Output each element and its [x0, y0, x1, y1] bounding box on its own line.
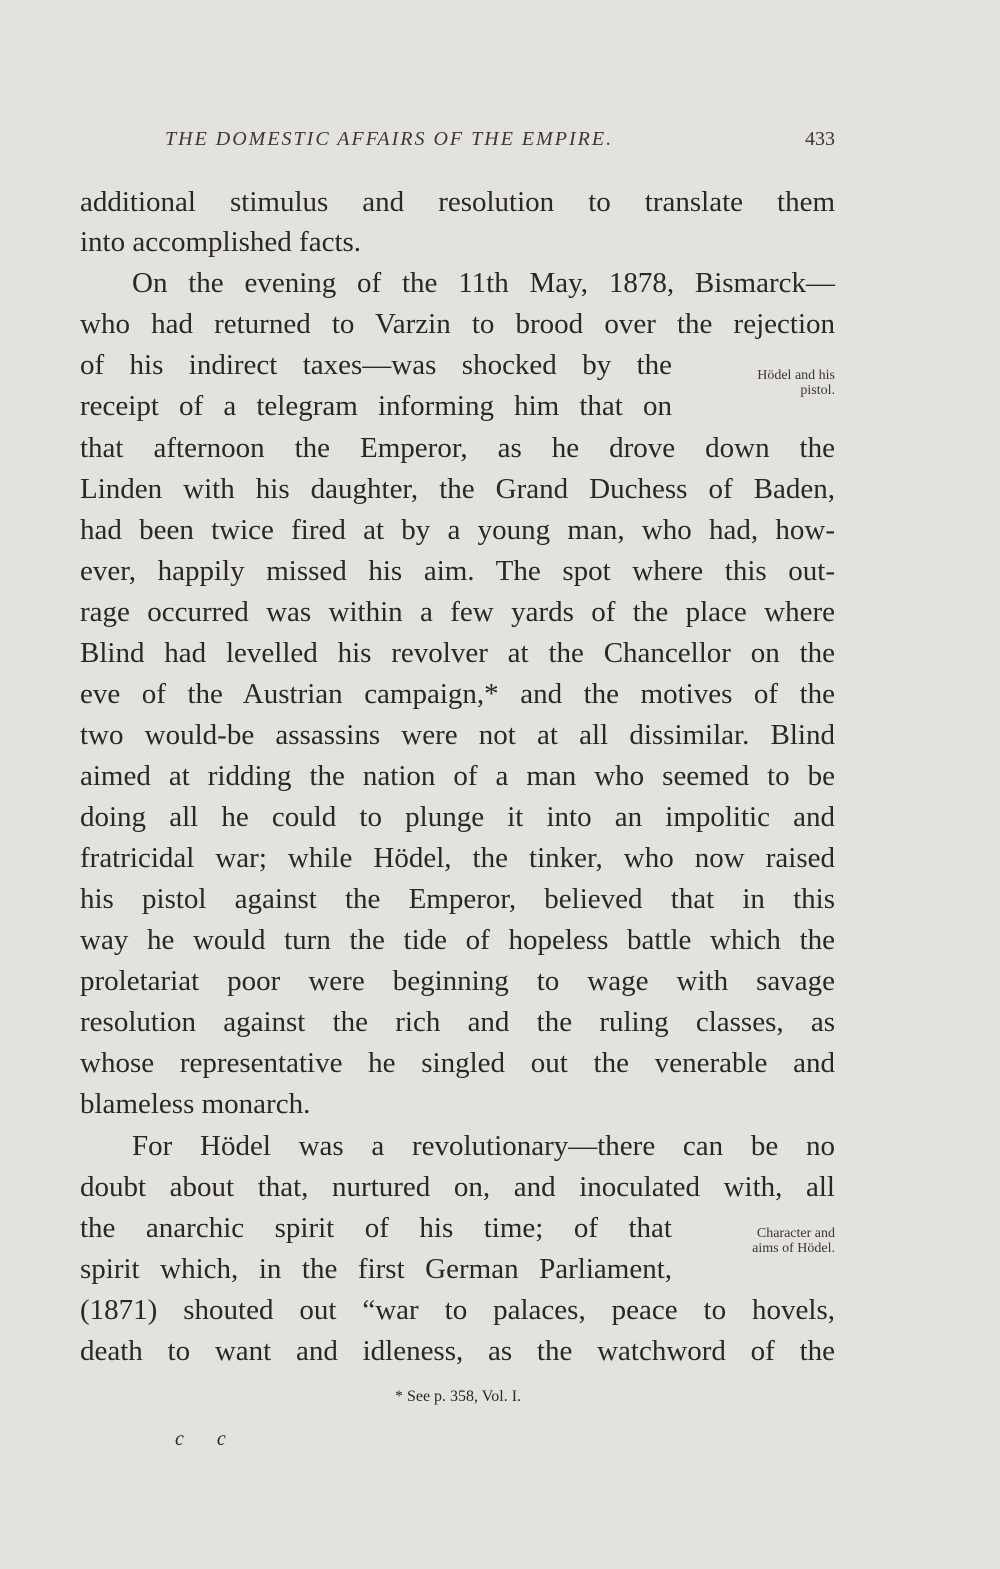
text-line: death to want and idleness, as the watchword of the [80, 1335, 835, 1367]
text-line: doubt about that, nurtured on, and inoculated with, all [80, 1171, 835, 1203]
text-line: For Hödel was a revolutionary—there can be no [132, 1130, 835, 1162]
marginal-note-line: Character and [756, 1226, 835, 1241]
text-line: whose representative he singled out the venerable and [80, 1047, 835, 1079]
marginal-note [690, 368, 835, 398]
marginal-note [690, 1226, 835, 1256]
text-line: Linden with his daughter, the Grand Duchess of Baden, [80, 473, 835, 505]
text-line: blameless monarch. [80, 1088, 311, 1120]
text-line: doing all he could to plunge it into an impolitic and [80, 801, 835, 833]
text-line: On the evening of the 11th May, 1878, Bismarck— [132, 267, 835, 299]
running-title: THE DOMESTIC AFFAIRS OF THE EMPIRE. [165, 128, 614, 150]
text-line: spirit which, in the first German Parliament, [80, 1253, 672, 1285]
text-line: eve of the Austrian campaign,* and the motives of the [80, 678, 835, 710]
page-number: 433 [805, 128, 835, 150]
text-line: resolution against the rich and the ruling classes, as [80, 1006, 835, 1038]
text-line: fratricidal war; while Hödel, the tinker, who now raised [80, 842, 835, 874]
running-header [165, 128, 835, 151]
marginal-note-line: Hödel and his [757, 368, 835, 383]
text-line: receipt of a telegram informing him that on [80, 390, 672, 422]
text-line: ever, happily missed his aim. The spot where this out- [80, 555, 835, 587]
text-line: rage occurred was within a few yards of the place where [80, 596, 835, 628]
text-line: the anarchic spirit of his time; of that [80, 1212, 672, 1244]
text-line: additional stimulus and resolution to translate them [80, 186, 835, 218]
text-line: of his indirect taxes—was shocked by the [80, 349, 672, 381]
marginal-note-line: pistol. [800, 383, 835, 398]
text-line: who had returned to Varzin to brood over the rejection [80, 308, 835, 340]
text-line: into accomplished facts. [80, 226, 362, 258]
text-line: Blind had levelled his revolver at the Chancellor on the [80, 637, 835, 669]
text-line: that afternoon the Emperor, as he drove down the [80, 432, 835, 464]
text-line: two would-be assassins were not at all dissimilar. Blind [80, 719, 835, 751]
signature-mark: c c [175, 1428, 240, 1450]
text-line: way he would turn the tide of hopeless battle which the [80, 924, 835, 956]
text-line: had been twice fired at by a young man, who had, how- [80, 514, 835, 546]
text-line: (1871) shouted out “war to palaces, peace to hovels, [80, 1294, 835, 1326]
text-line: proletariat poor were beginning to wage with savage [80, 965, 835, 997]
footnote: * See p. 358, Vol. I. [394, 1388, 522, 1405]
text-line: his pistol against the Emperor, believed that in this [80, 883, 835, 915]
marginal-note-line: aims of Hödel. [752, 1241, 835, 1256]
text-line: aimed at ridding the nation of a man who seemed to be [80, 760, 835, 792]
